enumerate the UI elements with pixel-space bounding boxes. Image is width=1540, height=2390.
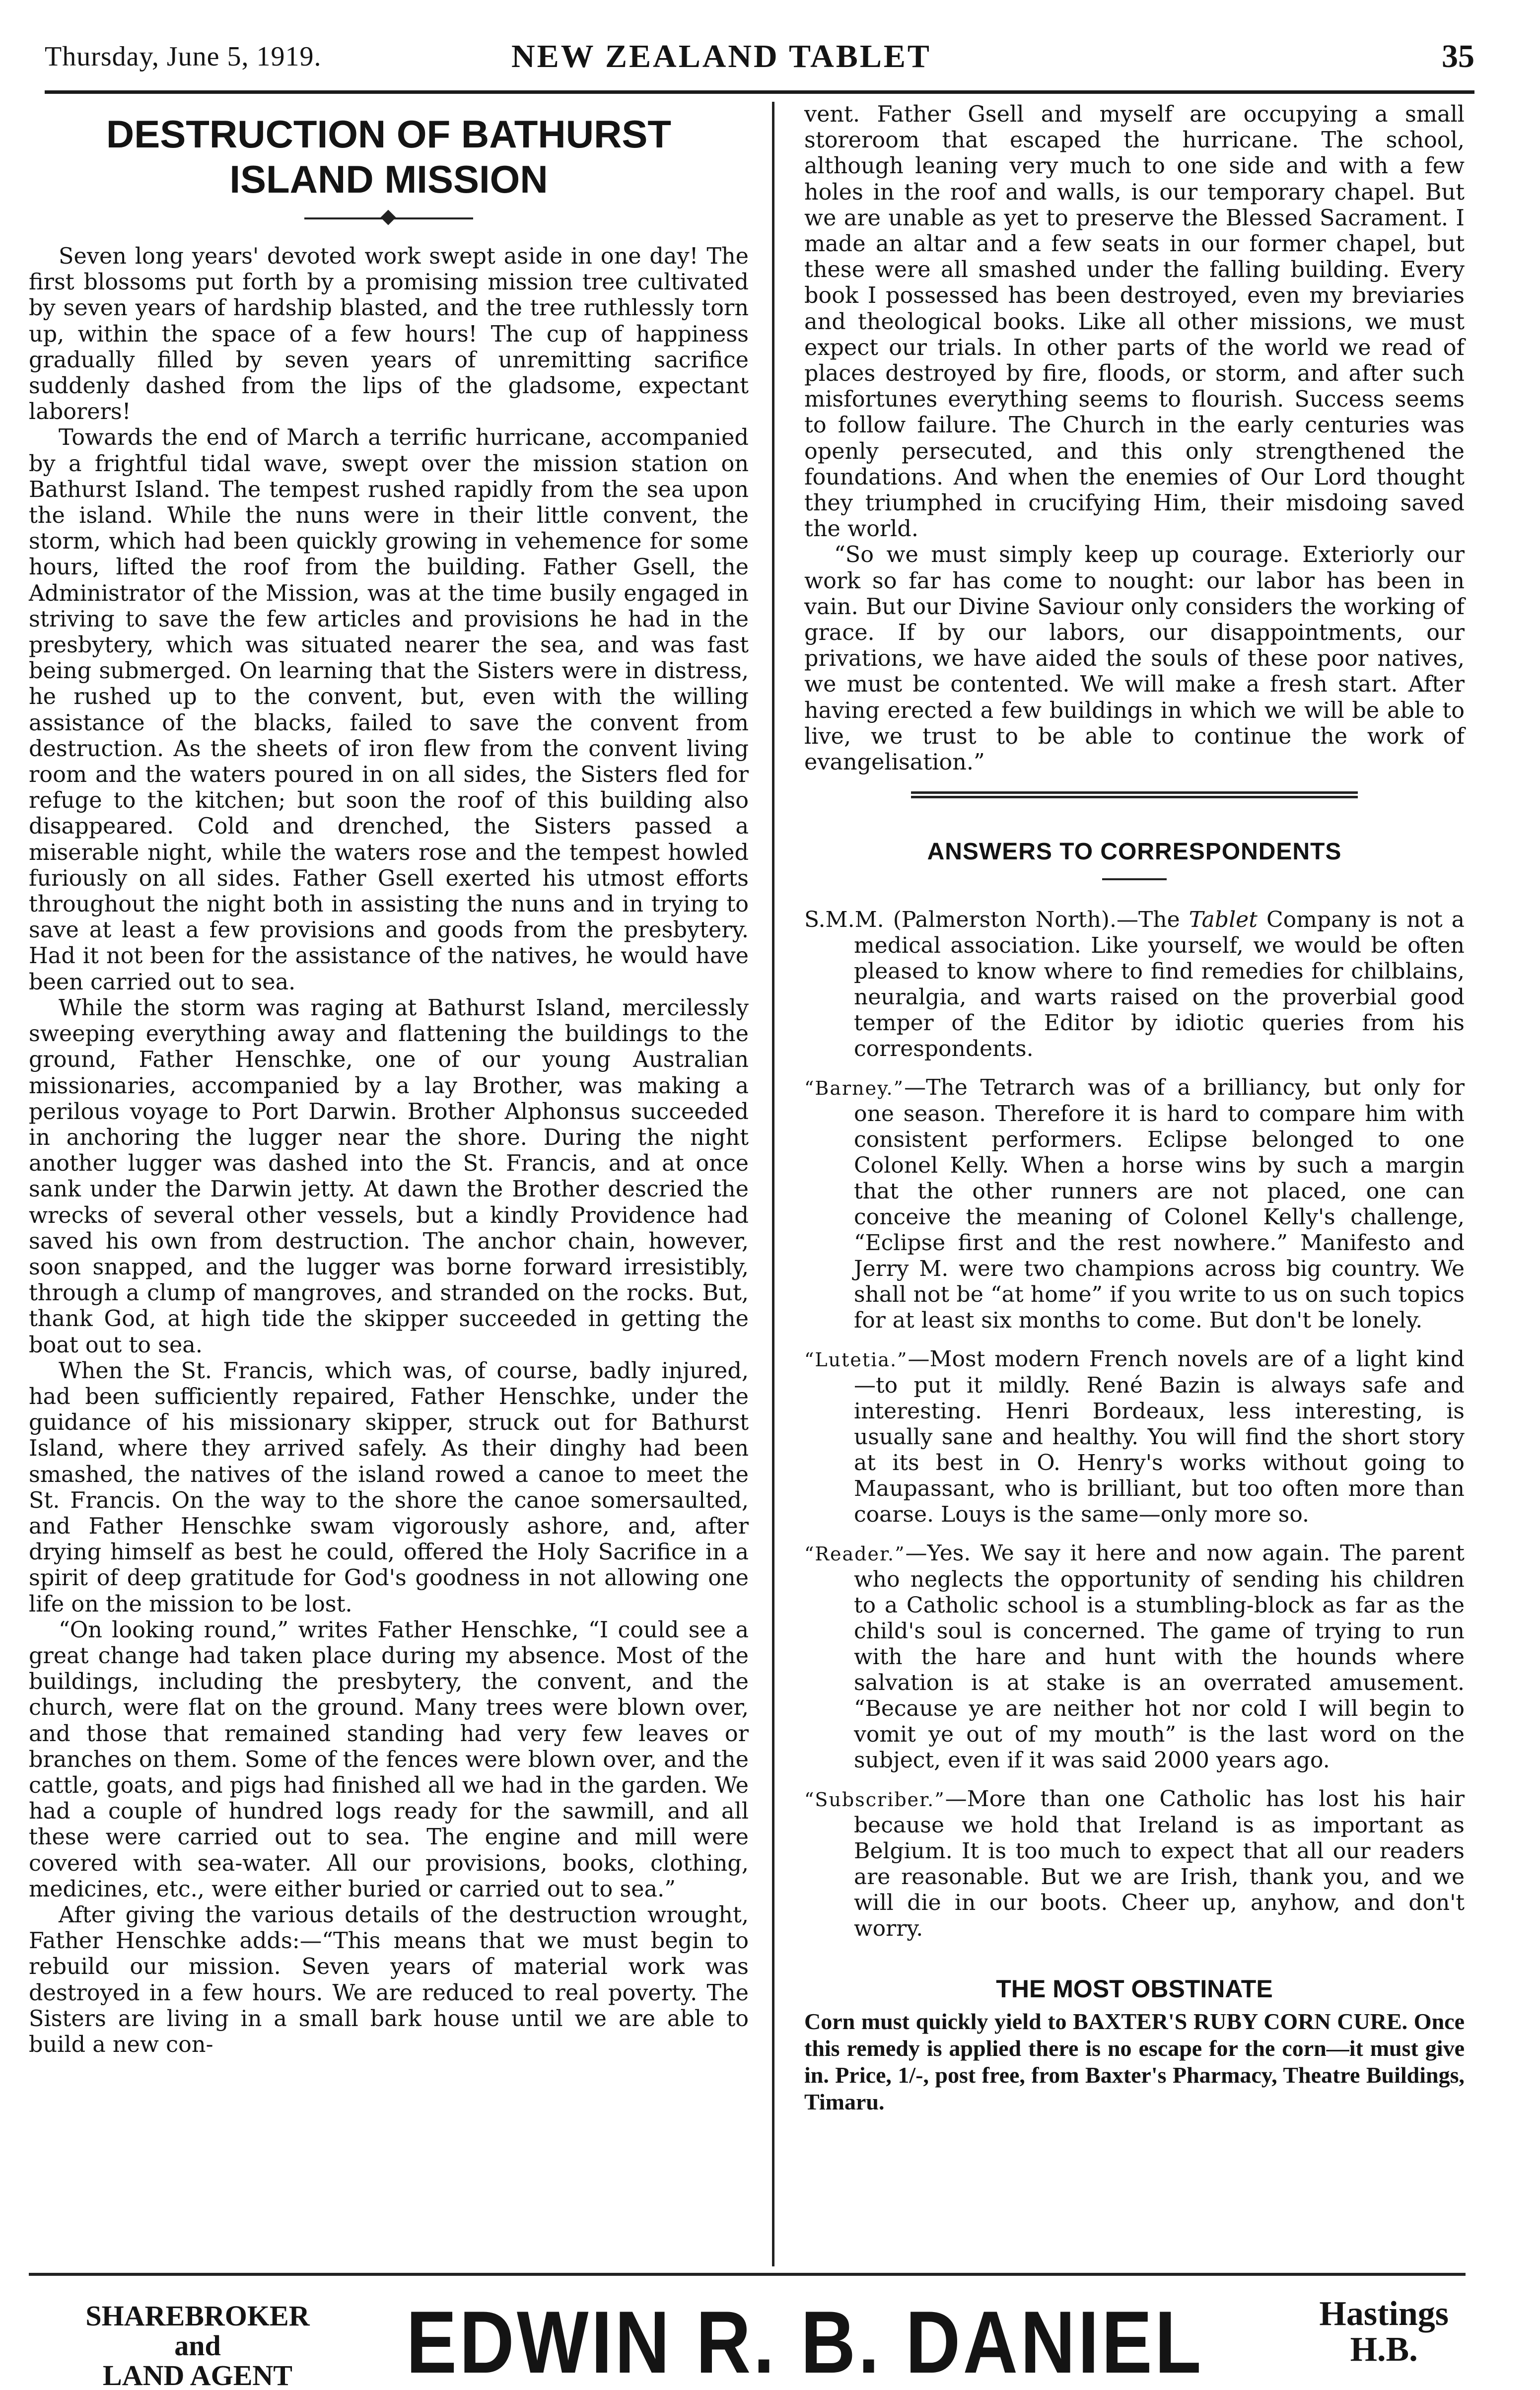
page-number: 35 xyxy=(1442,38,1474,74)
section-divider xyxy=(911,791,1358,798)
answer-item: “Barney.”—The Tetrarch was of a brilliancy, but only for one season. Therefore it is hard to compare him with consistent performers. Eclipse belonged to one Colonel Kelly. When a horse wins by such a margin that the other runners are not placed, one can conceive the meaning of Colonel Kelly's challenge, “Eclipse first and the rest nowhere.” Manifesto and Jerry M. were two champions across big country. We shall not be “at home” if you write to us on such topics for at least six months to come. But don't be lonely. xyxy=(804,1075,1465,1334)
article-paragraph: “On looking round,” writes Father Henschke, “I could see a great change had taken place during my absence. Most of the buildings, including the presbytery, the convent, and the church, were flat on the ground. Many trees were blown over, and those that remained standing had very few leaves or branches on them. Some of the fences were blown over, and the cattle, goats, and pigs had finished all we had in the garden. We had a couple of hundred logs ready for the sawmill, and all these were carried out to sea. The engine and mill were covered with sea-water. All our provisions, books, clothing, medicines, etc., were either buried or carried out to sea.” xyxy=(29,1617,749,1902)
advert-body: Corn must quickly yield to BAXTER'S RUBY CORN CURE. Once this remedy is applied there is no escape for the corn—it must give in. Price, 1/-, post free, from Baxter's Pharmacy, Theatre Buildings, Timaru. xyxy=(804,2009,1465,2115)
answers-title: ANSWERS TO CORRESPONDENTS xyxy=(927,839,1342,865)
footer-location: Hastings H.B. xyxy=(1319,2295,1449,2369)
diamond-divider-icon xyxy=(304,212,473,225)
answer-item: “Reader.”—Yes. We say it here and now again. The parent who neglects the opportunity of sending his children to a Catholic school is a stumbling-block as far as the child's soul is concerned. The game of trying to run with the hare and hunt with the hounds where salvation is at stake is an overrated amusement. “Because ye are neither hot nor cold I will begin to vomit ye out of my mouth” is the last word on the subject, even if it was said 2000 years ago. xyxy=(804,1541,1465,1773)
article-paragraph: When the St. Francis, which was, of course, badly injured, had been sufficiently repaired, Father Henschke, under the guidance of his missionary skipper, struck out for Bathurst Island, where they arrived safely. As their dinghy had been smashed, the natives of the island rowed a canoe to meet the St. Francis. On the way to the shore the canoe somersaulted, and Father Henschke swam vigorously ashore, and, after drying himself as best he could, offered the Holy Sacrifice in a spirit of deep gratitude for God's goodness in not allowing one life on the mission to be lost. xyxy=(29,1358,749,1617)
answer-item: S.M.M. (Palmerston North).—The Tablet Company is not a medical association. Like yourself, we would be often pleased to know where to find remedies for chilblains, neuralgia, and warts raised on the proverbial good temper of the Editor by idiotic queries from his correspondents. xyxy=(804,907,1465,1062)
article-paragraph: Towards the end of March a terrific hurricane, accompanied by a frightful tidal wave, swept over the mission station on Bathurst Island. The tempest rushed rapidly from the sea upon the island. While the nuns were in their little convent, the storm, which had been quickly growing in vehemence for some hours, lifted the roof from the building. Father Gsell, the Administrator of the Mission, was at the time busily engaged in striving to save the few articles and provisions he had in the presbytery, which was situated nearer the sea, and was fast being submerged. On learning that the Sisters were in distress, he rushed up to the convent, but, even with the willing assistance of the blacks, failed to save the convent from destruction. As the sheets of iron flew from the convent living room and the waters poured in on all sides, the Sisters fled for refuge to the kitchen; but soon the roof of this building also disappeared. Cold and drenched, the Sisters passed a miserable night, while the waters rose and the tempest howled furiously on all sides. Father Gsell exerted his utmost efforts throughout the night both in assisting the nuns and in trying to save at least a few provisions and goods from the presbytery. Had it not been for the assistance of the natives, he would have been carried out to sea. xyxy=(29,425,749,995)
answer-item: “Lutetia.”—Most modern French novels are of a light kind—to put it mildly. René Bazin is always safe and interesting. Henri Bordeaux, less interesting, is usually sane and healthy. You will find the short story at its best in O. Henry's works without going to Maupassant, who is brilliant, but too often more than coarse. Louys is the same—only more so. xyxy=(804,1346,1465,1528)
footer-rule xyxy=(29,2273,1466,2276)
article-paragraph: Seven long years' devoted work swept aside in one day! The first blossoms put forth by a promising mission tree cultivated by seven years of hardship blasted, and the tree ruthlessly torn up, within the space of a few hours! The cup of happiness gradually filled by seven years of unremitting sacrifice suddenly dashed from the lips of the gladsome, expectant laborers! xyxy=(29,244,749,425)
article-paragraph: After giving the various details of the destruction wrought, Father Henschke adds:—“This means that we must begin to rebuild our mission. Seven years of material work was destroyed in a few hours. We are reduced to real poverty. The Sisters are living in a small bark house until we are able to build a new con- xyxy=(29,1902,749,2058)
page-header xyxy=(25,38,1474,98)
issue-date: Thursday, June 5, 1919. xyxy=(45,41,322,72)
footer-advert xyxy=(29,2286,1469,2390)
footer-agent-name: EDWIN R. B. DANIEL xyxy=(406,2293,1204,2390)
left-column xyxy=(29,102,749,2058)
correspondent-name: “Lutetia.” xyxy=(804,1349,908,1371)
short-divider xyxy=(1102,878,1167,880)
correspondent-name: “Subscriber.” xyxy=(804,1789,945,1811)
header-rule xyxy=(45,90,1474,94)
advert-title: THE MOST OBSTINATE xyxy=(996,1975,1273,2003)
article-paragraph: “So we must simply keep up courage. Exteriorly our work so far has come to nought: our labor has been in vain. But our Divine Saviour only considers the working of grace. If by our labors, our disappointments, our privations, we have aided the souls of these poor natives, we must be contented. We will make a fresh start. After having erected a few buildings in which we will be able to live, we trust to be able to continue the work of evangelisation.” xyxy=(804,542,1465,775)
right-column xyxy=(804,102,1465,2115)
answer-item: “Subscriber.”—More than one Catholic has lost his hair because we hold that Ireland is as important as Belgium. It is too much to expect that all our readers are reasonable. But we are Irish, thank you, and we will die in our boots. Cheer up, anyhow, and don't worry. xyxy=(804,1786,1465,1942)
article-title: DESTRUCTION OF BATHURST ISLAND MISSION xyxy=(106,112,672,201)
article-paragraph: While the storm was raging at Bathurst Island, mercilessly sweeping everything away and flattening the buildings to the ground, Father Henschke, one of our young Australian missionaries, accompanied by a lay Brother, was making a perilous voyage to Port Darwin. Brother Alphonsus succeeded in anchoring the lugger near the shore. During the night another lugger was dashed into the St. Francis, and at once sank under the Darwin jetty. At dawn the Brother descried the wrecks of several other vessels, but a kindly Providence had saved his own from destruction. The anchor chain, however, soon snapped, and the lugger was borne forward irresistibly, through a clump of mangroves, and stranded on the rocks. But, thank God, at high tide the skipper succeeded in getting the boat out to sea. xyxy=(29,995,749,1358)
correspondent-name: “Reader.” xyxy=(804,1543,906,1565)
correspondent-name: “Barney.” xyxy=(804,1077,905,1100)
article-paragraph: vent. Father Gsell and myself are occupying a small storeroom that escaped the hurricane. The school, although leaning very much to one side and with a few holes in the roof and walls, is our temporary chapel. But we are unable as yet to preserve the Blessed Sacrament. I made an altar and a few seats in our former chapel, but these were all smashed under the falling building. Every book I possessed has been destroyed, even my breviaries and theological books. Like all other missions, we must expect our trials. In other parts of the world we read of places destroyed by fire, floods, or storm, and after such misfortunes everything seems to flourish. Success seems to follow failure. The Church in the early centuries was openly persecuted, and this only strengthened the foundations. And when the enemies of Our Lord thought they triumphed in crucifying Him, their misdoing saved the world. xyxy=(804,102,1465,542)
correspondent-name: S.M.M. xyxy=(804,907,884,933)
masthead-title: NEW ZEALAND TABLET xyxy=(511,38,931,74)
footer-occupation: SHAREBROKER and LAND AGENT xyxy=(85,2300,310,2390)
column-divider xyxy=(772,102,774,2266)
